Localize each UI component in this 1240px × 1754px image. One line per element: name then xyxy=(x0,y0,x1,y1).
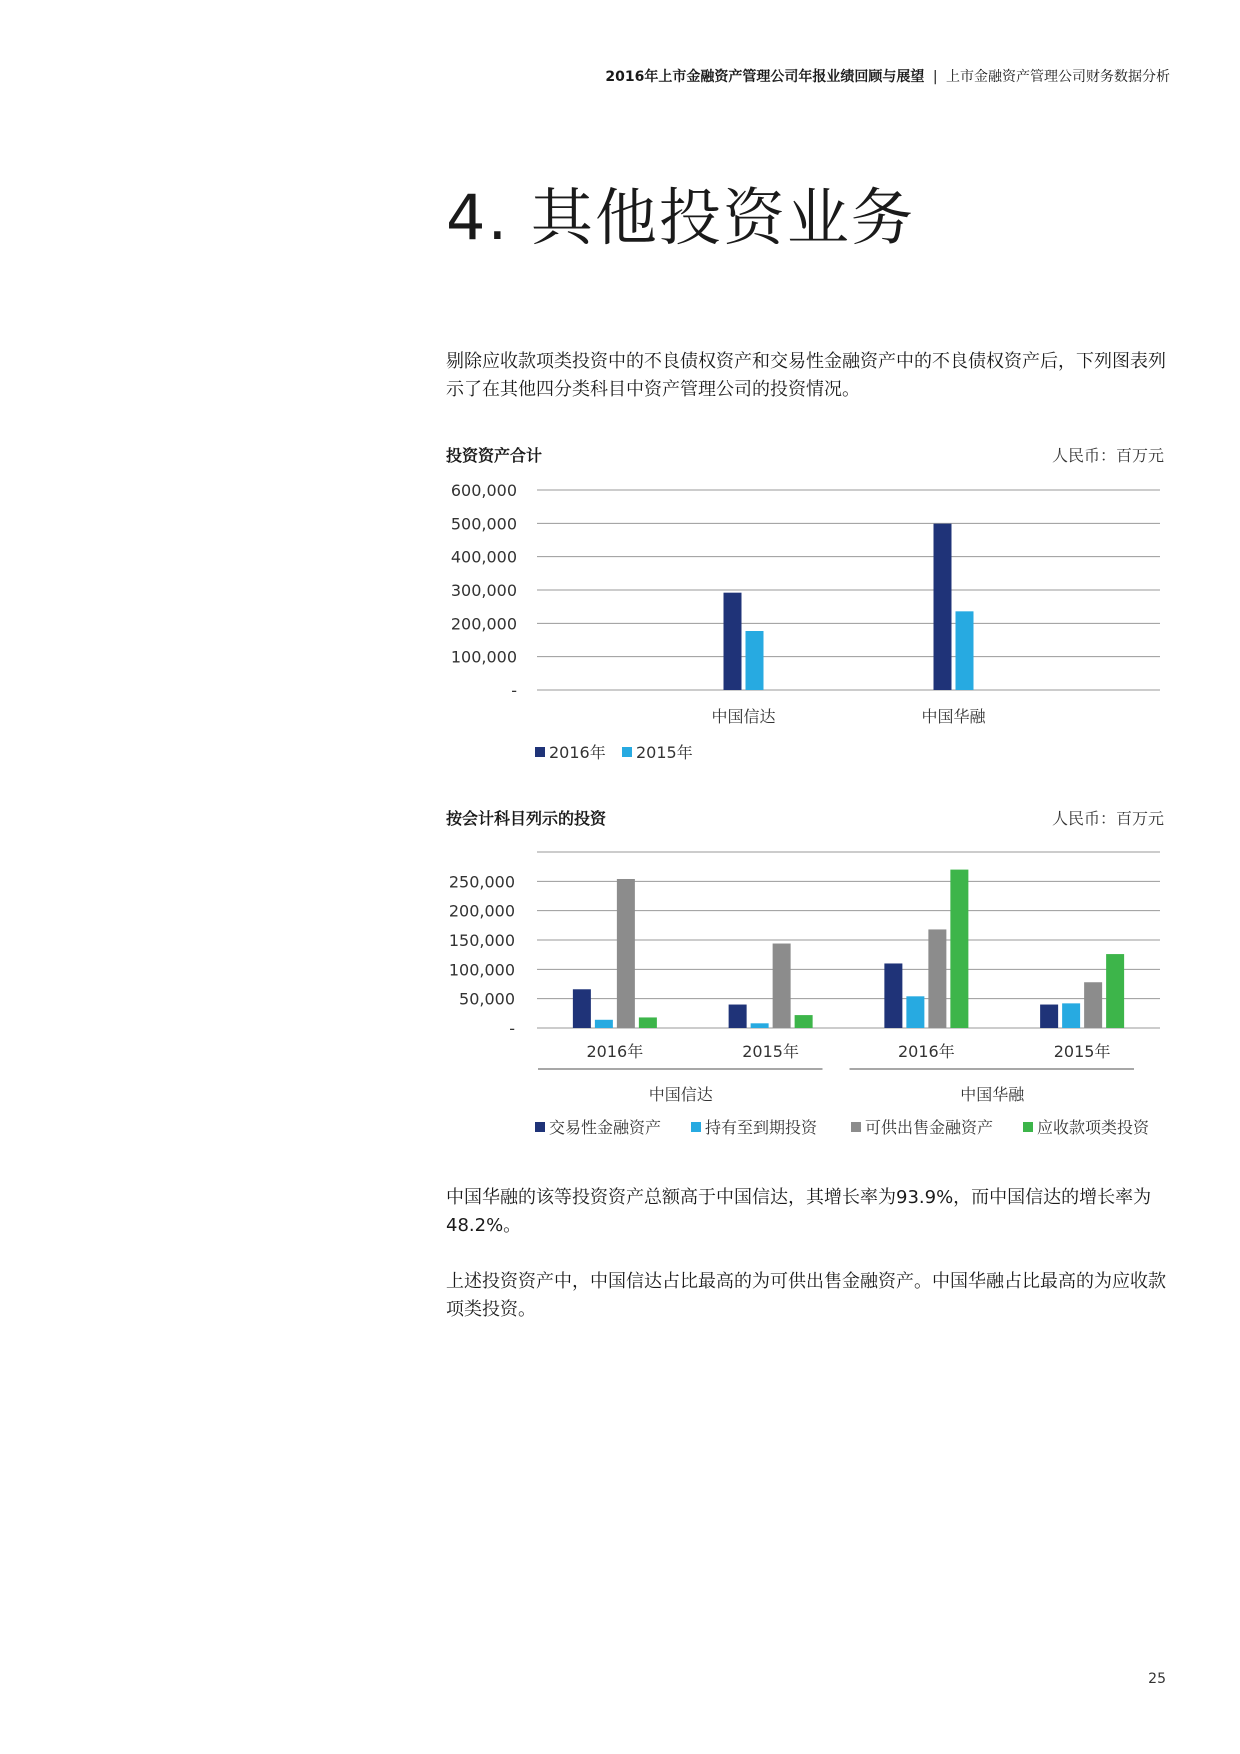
page-number: 25 xyxy=(1148,1671,1166,1687)
chart2-bar xyxy=(884,963,902,1028)
chart1-legend-label: 2015年 xyxy=(636,743,693,762)
header-separator: | xyxy=(932,69,938,85)
chart1-ytick-label: 500,000 xyxy=(450,514,517,534)
chart2-ytick-label: 50,000 xyxy=(459,989,515,1009)
chart2-bar xyxy=(773,944,791,1028)
chart1-bar xyxy=(934,524,952,690)
composition-paragraph: 上述投资资产中，中国信达占比最高的为可供出售金融资产。中国华融占比最高的为应收款项类投资。 xyxy=(446,1271,1166,1320)
chart2-category-label: 2015年 xyxy=(1053,1042,1111,1061)
chart2-group-label: 中国信达 xyxy=(648,1085,713,1104)
chart1-ytick-label: 200,000 xyxy=(450,614,517,634)
chart2-bar xyxy=(795,1015,813,1028)
chart2-bar xyxy=(928,929,946,1028)
chart2-bar xyxy=(950,870,968,1028)
chart2-bar xyxy=(639,1017,657,1028)
chart2-bar xyxy=(1084,982,1102,1028)
chart1-category-label: 中国华融 xyxy=(921,707,986,726)
chart2-bar xyxy=(906,996,924,1028)
chart2-ytick-label: - xyxy=(509,1019,515,1038)
chart2-bar xyxy=(595,1020,613,1028)
chart1-legend-swatch xyxy=(622,747,632,757)
chart1-bar xyxy=(956,611,974,690)
intro-paragraph: 剔除应收款项类投资中的不良债权资产和交易性金融资产中的不良债权资产后，下列图表列示了在其他四分类科目中资产管理公司的投资情况。 xyxy=(446,351,1166,400)
chart1-legend-label: 2016年 xyxy=(549,743,606,762)
chart2-bar xyxy=(1062,1003,1080,1028)
growth-paragraph: 中国华融的该等投资资产总额高于中国信达，其增长率为93.9%，而中国信达的增长率为48.2%。 xyxy=(446,1187,1152,1236)
chart2-ytick-label: 200,000 xyxy=(448,901,515,921)
chart2-legend-swatch xyxy=(851,1122,861,1132)
chart2-legend-label: 持有至到期投资 xyxy=(705,1118,818,1137)
chart2-legend-swatch xyxy=(535,1122,545,1132)
chart2-legend-label: 交易性金融资产 xyxy=(549,1118,662,1137)
chart2-title: 按会计科目列示的投资 xyxy=(446,809,607,828)
chart1-ytick-label: 300,000 xyxy=(450,581,517,600)
chart2-ytick-label: 150,000 xyxy=(448,931,515,950)
chart1-legend-swatch xyxy=(535,747,545,757)
chart2-category-label: 2016年 xyxy=(898,1042,955,1061)
chart2-legend-swatch xyxy=(691,1122,701,1132)
report-title: 2016年上市金融资产管理公司年报业绩回顾与展望 xyxy=(605,69,925,85)
chart2-legend-label: 应收款项类投资 xyxy=(1037,1118,1150,1137)
chart2-legend-swatch xyxy=(1023,1122,1033,1132)
chart1-unit: 人民币：百万元 xyxy=(1051,446,1164,465)
chart2-category-label: 2015年 xyxy=(742,1042,799,1061)
chart1-category-label: 中国信达 xyxy=(711,707,776,726)
chart2-bar xyxy=(1106,954,1124,1028)
chart2-unit: 人民币：百万元 xyxy=(1051,809,1164,828)
chart2-ytick-label: 100,000 xyxy=(448,960,515,980)
chart1-title: 投资资产合计 xyxy=(446,446,543,465)
chart2-bar xyxy=(573,989,591,1028)
chart1-ytick-label: - xyxy=(511,681,517,700)
chart2-category-label: 2016年 xyxy=(586,1042,644,1061)
chart2-bar xyxy=(729,1005,747,1028)
chart2-bar xyxy=(751,1023,769,1028)
chart1-bar xyxy=(746,631,764,690)
chart2-legend-label: 可供出售金融资产 xyxy=(865,1118,994,1137)
chart1-bar xyxy=(724,593,742,690)
chart1-ytick-label: 100,000 xyxy=(450,647,517,667)
section-title: 4. 其他投资业务 xyxy=(446,181,915,254)
chart2-group-label: 中国华融 xyxy=(960,1085,1025,1104)
chart2-bar xyxy=(1040,1005,1058,1028)
chart2-bar xyxy=(617,879,635,1028)
chart1-ytick-label: 600,000 xyxy=(450,481,517,500)
chart2-ytick-label: 250,000 xyxy=(448,872,515,892)
header-section: 上市金融资产管理公司财务数据分析 xyxy=(946,69,1170,85)
chart1-ytick-label: 400,000 xyxy=(450,547,517,567)
